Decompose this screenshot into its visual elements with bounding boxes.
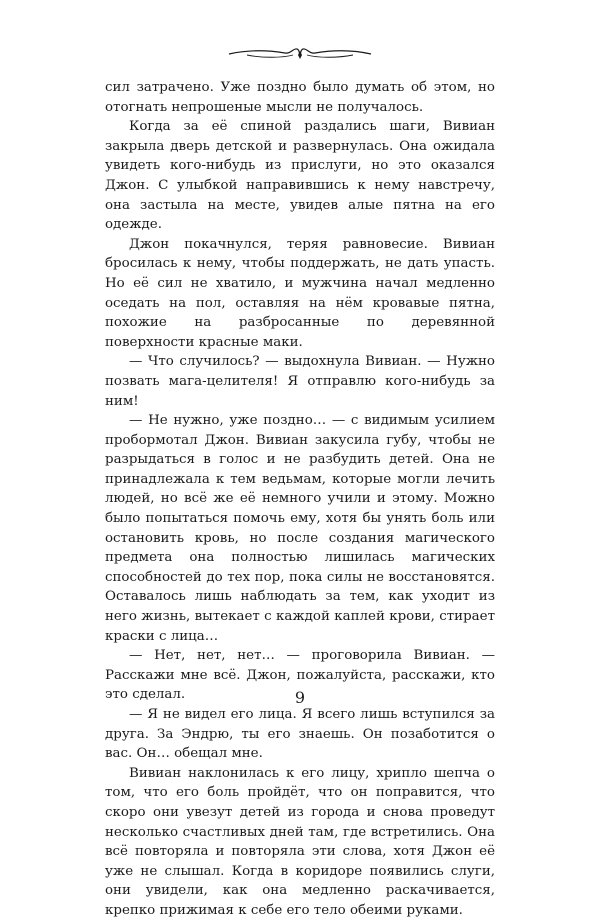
paragraph: Джон покачнулся, теряя равновесие. Вивиан бросилась к нему, чтобы поддержать, не дать упасть. Но её сил не хватило, и мужчина начал медленно оседать на пол, оставляя на нём кровавые пятна, похожие на разбросанные по деревянной поверхности красные маки. — [105, 236, 495, 350]
body-text — [105, 78, 495, 921]
paragraph: Когда за её спиной раздались шаги, Вивиан закрыла дверь детской и развернулась. Она ожидала увидеть кого-нибудь из прислуги, но это оказался Джон. С улыбкой направившись к нему навстречу, она застыла на месте, увидев алые пятна на его одежде. — [105, 119, 495, 233]
paragraph: — Нет, нет, нет… — проговорила Вивиан. — Расскажи мне всё. Джон, пожалуйста, расскажи, кто это сделал. — [105, 648, 495, 703]
paragraph: — Я не видел его лица. Я всего лишь вступился за друга. За Эндрю, ты его знаешь. Он позаботится о вас. Он… обещал мне. — [105, 707, 495, 762]
paragraph: сил затрачено. Уже поздно было думать об этом, но отогнать непрошеные мысли не получалось. — [105, 80, 495, 115]
paragraph: — Не нужно, уже поздно… — с видимым усилием пробормотал Джон. Вивиан закусила губу, чтобы не разрыдаться в голос и не разбудить детей. Она не принадлежала к тем ведьмам, которые могли лечить людей, но всё же её немного учили и этому. Можно было попытаться помочь ему, хотя бы унять боль или остановить кровь, но после создания магического предмета она полностью лишилась магических способностей до тех пор, пока силы не восстановятся. Оставалось лишь наблюдать за тем, как уходит из него жизнь, вытекает с каждой каплей крови, стирает краски с лица… — [105, 413, 495, 644]
paragraph: Вивиан наклонилась к его лицу, хрипло шепча о том, что его боль пройдёт, что он поправится, что скоро они увезут детей из города и снова проведут несколько счастливых дней там, где встретились. Она всё повторяла и повторяла эти слова, хотя Джон её уже не слышал. Когда в коридоре появились слуги, они увидели, как она медленно раскачивается, крепко прижимая к себе его тело обеими руками. — [105, 765, 495, 918]
paragraph: — Что случилось? — выдохнула Вивиан. — Нужно позвать мага-целителя! Я отправлю кого-нибудь за ним! — [105, 354, 495, 409]
page-number: 9 — [294, 688, 306, 707]
decorative-ornament — [227, 42, 373, 64]
